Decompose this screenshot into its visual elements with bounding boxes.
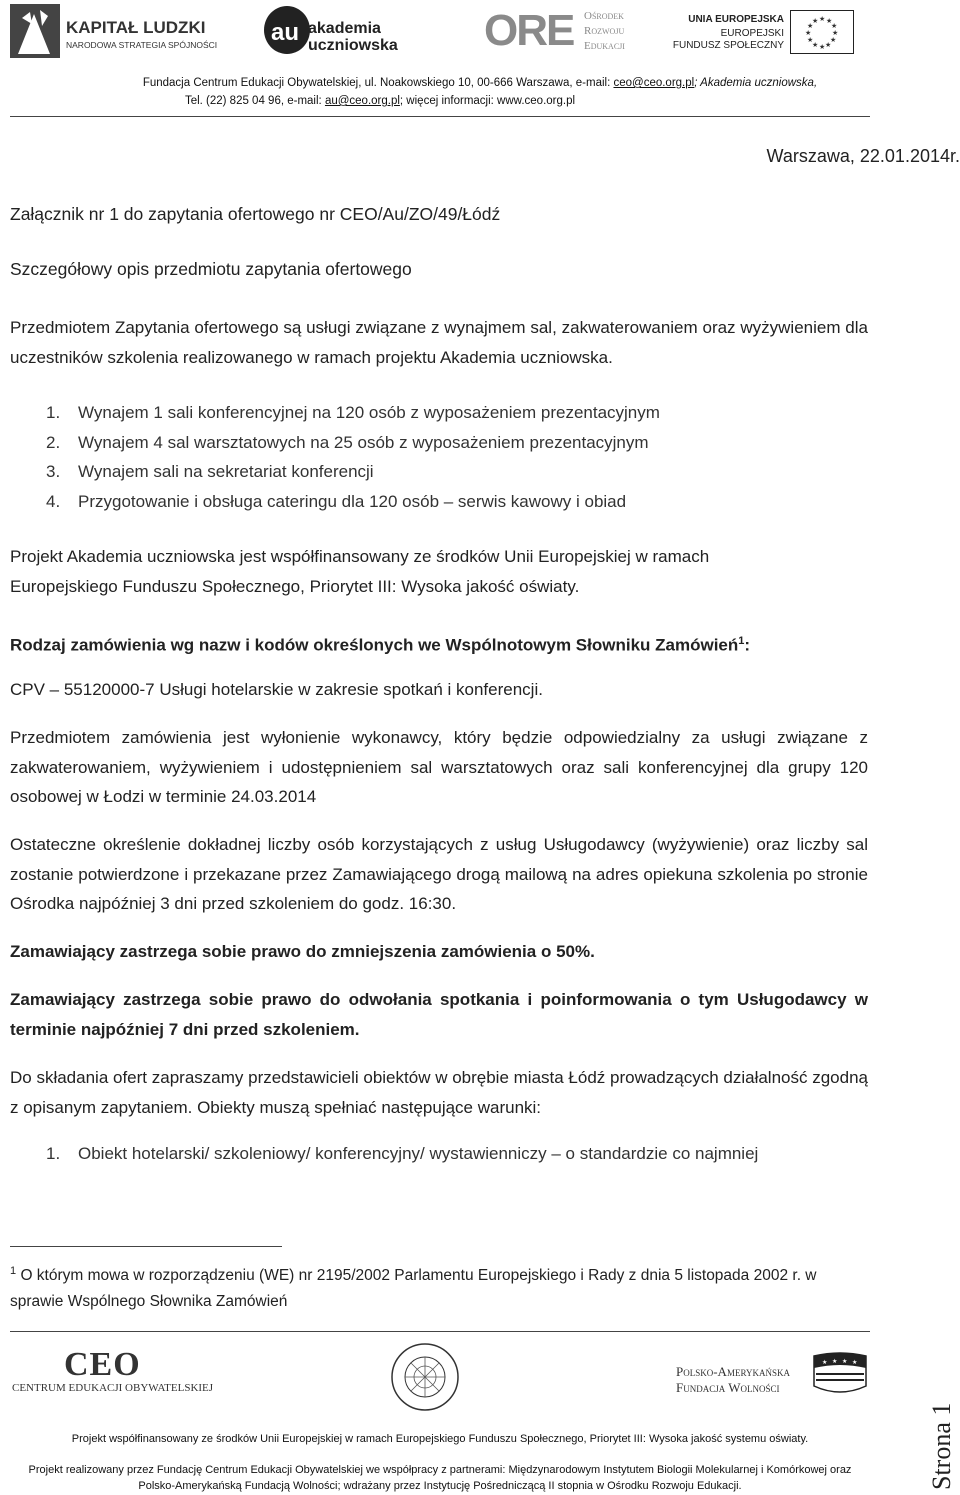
pafw-line1: Polsko-Amerykańska: [676, 1364, 790, 1379]
contact-line2-end: ; więcej informacji: www.ceo.org.pl: [399, 95, 576, 107]
contact-email-au[interactable]: au@ceo.org.pl: [324, 95, 400, 107]
list-item: [10, 428, 660, 458]
ore-line1: Ośrodek: [584, 10, 624, 22]
final-count-paragraph: Ostateczne określenie dokładnej liczby osób korzystających z usług Usługodawcy (wyżywienie) oraz liczby sal zostanie potwierdzone i przekazane przez Zamawiającego drogą mailową na adres opiekuna szkolenia po stronie Ośrodka najpóźniej 3 dni przed szkoleniem do godz. 16:30.: [10, 835, 868, 913]
reserve-reduction: Zamawiający zastrzega sobie prawo do zmniejszenia zamówienia o 50%.: [10, 942, 595, 961]
cpv-heading-colon: :: [744, 635, 751, 655]
svg-text:★: ★: [831, 22, 838, 30]
subject-title: Szczegółowy opis przedmiotu zapytania ofertowego: [10, 259, 412, 279]
requirements-list: [10, 1139, 758, 1169]
uczniowska-word: uczniowska: [308, 37, 398, 54]
header-contact-line2: [0, 95, 860, 107]
list-item-text: Obiekt hotelarski/ szkoleniowy/ konferencyjny/ wystawienniczy – o standardzie co najmniej: [78, 1144, 759, 1163]
cpv-code: CPV – 55120000-7 Usługi hotelarskie w zakresie spotkań i konferencji.: [10, 680, 543, 699]
footer-line3: Polsko-Amerykańską Fundacją Wolności; wdrażany przez Instytucję Pośredniczącą II stopnia w Ośrodku Rozwoju Edukacji.: [138, 1480, 742, 1492]
svg-text:★: ★: [812, 41, 819, 49]
list-item: [10, 1139, 758, 1169]
pafw-flag-icon: [812, 1352, 868, 1398]
page-number: [918, 1380, 958, 1490]
header-rule: [10, 116, 870, 117]
svg-text:★: ★: [825, 41, 832, 49]
kapital-ludzki-emblem-icon: [10, 4, 60, 58]
svg-text:★: ★: [832, 1358, 838, 1365]
iimcb-globe-icon: [390, 1342, 460, 1412]
kapital-ludzki-subtitle: NARODOWA STRATEGIA SPÓJNOŚCI: [66, 40, 218, 50]
svg-text:★: ★: [832, 29, 839, 37]
ceo-big-letters: CEO: [64, 1346, 141, 1383]
ceo-full-name: CENTRUM EDUKACJI OBYWATELSKIEJ: [12, 1382, 214, 1394]
contact-line2-start: Tel. (22) 825 04 96, e-mail:: [184, 95, 325, 107]
svg-text:★: ★: [852, 1359, 858, 1366]
list-item-number: 3.: [46, 462, 61, 481]
ore-line2: Rozwoju: [584, 25, 625, 37]
cpv-heading: [10, 627, 868, 660]
list-item-number: 2.: [46, 432, 61, 452]
footer-rule: [10, 1331, 870, 1332]
akademia-uczniowska-logo: [264, 6, 404, 56]
svg-text:★: ★: [807, 22, 814, 30]
footer-line2: Projekt realizowany przez Fundację Centrum Edukacji Obywatelskiej we współpracy z partnerami: Międzynarodowym Instytutem Biologii Molekularnej i Komórkowej oraz: [28, 1464, 852, 1476]
contact-email-ceo[interactable]: ceo@ceo.org.pl: [613, 77, 695, 89]
svg-text:★: ★: [819, 15, 826, 23]
footnote: [10, 1258, 850, 1315]
eu-line3: FUNDUSZ SPOŁECZNY: [672, 40, 784, 51]
svg-text:★: ★: [805, 29, 812, 37]
list-item-number: 1.: [46, 1144, 61, 1163]
svg-text:★: ★: [826, 17, 833, 25]
ore-line3: Edukacji: [584, 40, 625, 52]
invite-paragraph: Do składania ofert zapraszamy przedstawicieli obiektów w obrębie miasta Łódź prowadzących działalność zgodną z opisanym zapytaniem. Obiekty muszą spełniać następujące warunki:: [10, 1068, 868, 1117]
list-item-text: Przygotowanie i obsługa cateringu dla 120 osób – serwis kawowy i obiad: [78, 491, 627, 511]
page-number-label: Strona 1: [927, 1402, 956, 1490]
eu-line1: UNIA EUROPEJSKA: [688, 14, 784, 25]
eu-line2: EUROPEJSKI: [720, 28, 784, 39]
kapital-ludzki-title: KAPITAŁ LUDZKI: [66, 18, 206, 37]
list-item-number: 4.: [46, 491, 61, 511]
service-list: [10, 398, 660, 516]
header-logos: [0, 0, 960, 64]
list-item-number: 1.: [46, 403, 61, 422]
list-item: [10, 398, 660, 428]
footer-line1: Projekt współfinansowany ze środków Unii Europejskiej w ramach Europejskiego Funduszu Społecznego, Priorytet III: Wysoka jakość systemu oświaty.: [71, 1433, 809, 1445]
svg-text:★: ★: [842, 1358, 848, 1365]
document-date: Warszawa, 22.01.2014r.: [766, 146, 960, 166]
ore-logo: [484, 8, 644, 58]
iimcb-logo: [390, 1342, 460, 1412]
intro-paragraph: Przedmiotem Zapytania ofertowego są usługi związane z wynajmem sal, zakwaterowaniem oraz wyżywieniem dla uczestników szkolenia realizowanego w ramach projektu Akademia uczniowska.: [10, 318, 868, 367]
contractor-paragraph: Przedmiotem zamówienia jest wyłonienie wykonawcy, który będzie odpowiedzialny za usługi związane z zakwaterowaniem, wyżywieniem i udostępnieniem sal warsztatowych oraz sali konferencyjnej dla grupy 120 osobowej w Łodzi w terminie 24.03.2014: [10, 728, 868, 806]
reserve-cancellation: Zamawiający zastrzega sobie prawo do odwołania spotkania i poinformowania o tym Usługodawcy w terminie najpóźniej 7 dni przed szkoleniem.: [10, 990, 868, 1039]
footnote-rule: [10, 1246, 282, 1247]
list-item: [10, 487, 660, 517]
svg-text:★: ★: [807, 36, 814, 44]
akademia-word: akademia: [308, 20, 381, 37]
pafw-line2: Fundacja Wolności: [676, 1380, 780, 1395]
ceo-logo: [10, 1346, 214, 1400]
header-contact-line1: [0, 77, 960, 89]
pafw-logo: [672, 1354, 902, 1400]
svg-text:★: ★: [812, 17, 819, 25]
contact-line1-start: Fundacja Centrum Edukacji Obywatelskiej, ul. Noakowskiego 10, 00-666 Warszawa, e-mail:: [142, 77, 614, 89]
svg-text:★: ★: [819, 43, 826, 51]
list-item-text: Wynajem 1 sali konferencyjnej na 120 osób z wyposażeniem prezentacyjnym: [78, 403, 660, 422]
cofinance-paragraph: Projekt Akademia uczniowska jest współfinansowany ze środków Unii Europejskiej w ramach Europejskiego Funduszu Społecznego, Priorytet III: Wysoka jakość oświaty.: [10, 547, 710, 596]
footnote-number: 1: [10, 1265, 17, 1277]
contact-line1-end: ; Akademia uczniowska,: [694, 77, 818, 89]
list-item-text: Wynajem sali na sekretariat konferencji: [78, 462, 374, 481]
annex-title: Załącznik nr 1 do zapytania ofertowego nr CEO/Au/ZO/49/Łódź: [10, 204, 501, 224]
eu-logo: [672, 10, 860, 56]
cpv-heading-text: Rodzaj zamówienia wg nazw i kodów określonych we Wspólnotowym Słowniku Zamówień: [10, 635, 739, 655]
akademia-au-emblem-icon: [264, 6, 310, 54]
svg-text:au: au: [271, 19, 300, 46]
footnote-text: O którym mowa w rozporządzeniu (WE) nr 2195/2002 Parlamentu Europejskiego i Rady z dnia 5 listopada 2002 r. w sprawie Wspólnego Słownika Zamówień: [10, 1267, 817, 1311]
ore-letters: ORE: [484, 6, 574, 55]
list-item-text: Wynajem 4 sal warsztatowych na 25 osób z wyposażeniem prezentacyjnym: [78, 432, 649, 452]
kapital-ludzki-logo: [10, 4, 218, 58]
footnote-ref[interactable]: 1: [738, 635, 745, 647]
eu-flag-icon: [790, 10, 854, 54]
list-item: [10, 457, 660, 487]
svg-text:★: ★: [822, 1359, 828, 1366]
svg-text:★: ★: [830, 36, 837, 44]
